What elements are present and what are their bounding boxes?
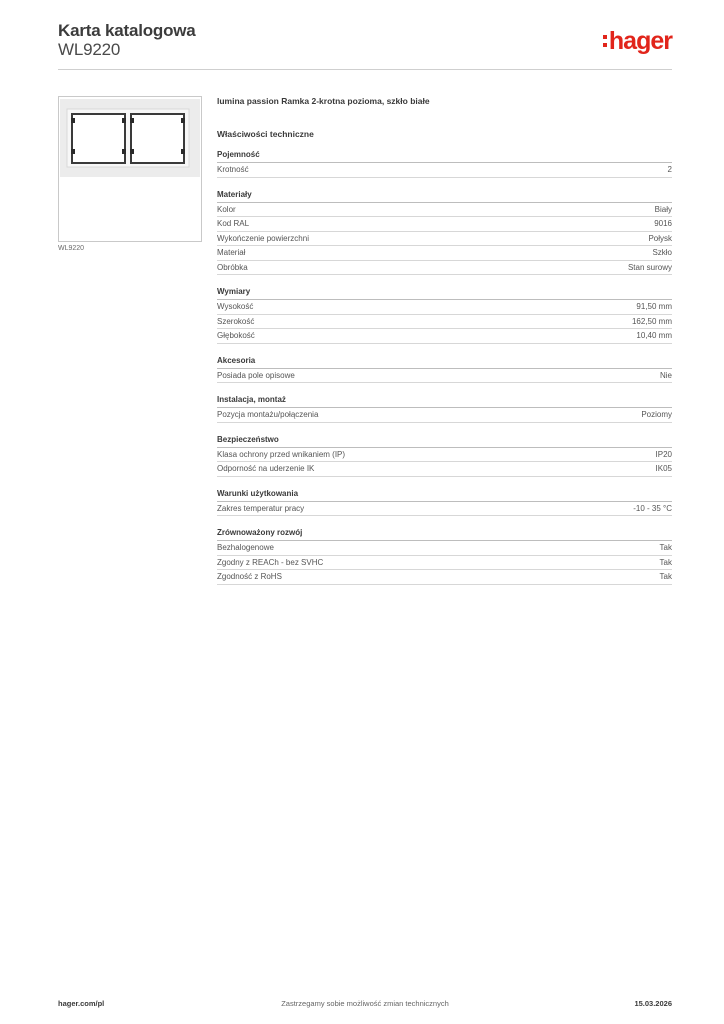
spec-value: Biały [654, 204, 672, 214]
spec-value: 10,40 mm [636, 331, 672, 341]
spec-row [217, 246, 672, 261]
spec-value: Tak [659, 572, 672, 582]
spec-label: Wykończenie powierzchni [217, 233, 309, 243]
spec-value: 9016 [654, 219, 672, 229]
spec-label: Odporność na uderzenie IK [217, 464, 315, 474]
logo-colon-icon [603, 35, 607, 47]
spec-value: Tak [659, 543, 672, 553]
spec-group-title: Instalacja, montaż [217, 394, 672, 408]
spec-row [217, 217, 672, 232]
spec-label: Kolor [217, 204, 236, 214]
spec-label: Kod RAL [217, 219, 250, 229]
spec-groups [217, 149, 672, 585]
spec-label: Wysokość [217, 302, 254, 312]
spec-value: Stan surowy [627, 262, 672, 272]
spec-label: Pozycja montażu/połączenia [217, 410, 319, 420]
spec-group-title: Materiały [217, 189, 672, 203]
double-frame-illustration [59, 97, 201, 241]
spec-value: IK05 [655, 464, 672, 474]
spec-group-title: Akcesoria [217, 355, 672, 369]
spec-row [217, 300, 672, 315]
spec-value: 91,50 mm [636, 302, 672, 312]
spec-value: Nie [659, 370, 672, 380]
spec-row [217, 329, 672, 344]
spec-value: Tak [659, 557, 672, 567]
spec-label: Klasa ochrony przed wnikaniem (IP) [217, 449, 346, 459]
spec-value: Poziomy [641, 410, 672, 420]
logo-text: hager [608, 26, 672, 55]
spec-label: Zakres temperatur pracy [217, 503, 305, 513]
spec-label: Obróbka [217, 262, 248, 272]
spec-row [217, 462, 672, 477]
hager-logo [603, 26, 672, 56]
spec-label: Głębokość [217, 331, 255, 341]
spec-row [217, 203, 672, 218]
spec-row [217, 448, 672, 463]
spec-value: IP20 [655, 449, 672, 459]
footer-notice: Zastrzegamy sobie możliwość zmian technicznych [281, 999, 449, 1008]
spec-group-title: Warunki użytkowania [217, 488, 672, 502]
spec-row [217, 315, 672, 330]
spec-label: Materiał [217, 248, 246, 258]
spec-row [217, 541, 672, 556]
spec-label: Szerokość [217, 316, 255, 326]
footer-date: 15.03.2026 [634, 999, 672, 1008]
page-header [58, 20, 672, 70]
page-footer [58, 999, 672, 1011]
spec-value: 162,50 mm [631, 316, 672, 326]
spec-row [217, 408, 672, 423]
footer-website-link[interactable]: hager.com/pl [58, 999, 105, 1008]
spec-group-title: Bezpieczeństwo [217, 434, 672, 448]
spec-label: Zgodny z REACh - bez SVHC [217, 557, 324, 567]
spec-label: Posiada pole opisowe [217, 370, 295, 380]
spec-row [217, 556, 672, 571]
spec-value: -10 - 35 °C [633, 503, 672, 513]
spec-group-title: Pojemność [217, 149, 672, 163]
spec-label: Krotność [217, 165, 249, 175]
product-code: WL9220 [58, 40, 121, 59]
spec-row [217, 369, 672, 384]
spec-group-title: Zrównoważony rozwój [217, 527, 672, 541]
spec-label: Bezhalogenowe [217, 543, 274, 553]
section-heading: Właściwości techniczne [217, 129, 314, 139]
spec-sheet [217, 96, 672, 585]
spec-group-title: Wymiary [217, 286, 672, 300]
product-name: lumina passion Ramka 2-krotna pozioma, szkło białe [217, 96, 430, 106]
spec-row [217, 261, 672, 276]
spec-label: Zgodność z RoHS [217, 572, 282, 582]
image-caption: WL9220 [58, 245, 85, 252]
spec-row [217, 502, 672, 517]
spec-value: 2 [667, 165, 672, 175]
spec-value: Szkło [652, 248, 672, 258]
spec-row [217, 163, 672, 178]
spec-row [217, 570, 672, 585]
product-image [58, 96, 202, 242]
spec-row [217, 232, 672, 247]
spec-value: Połysk [648, 233, 672, 243]
document-title: Karta katalogowa [58, 21, 196, 40]
